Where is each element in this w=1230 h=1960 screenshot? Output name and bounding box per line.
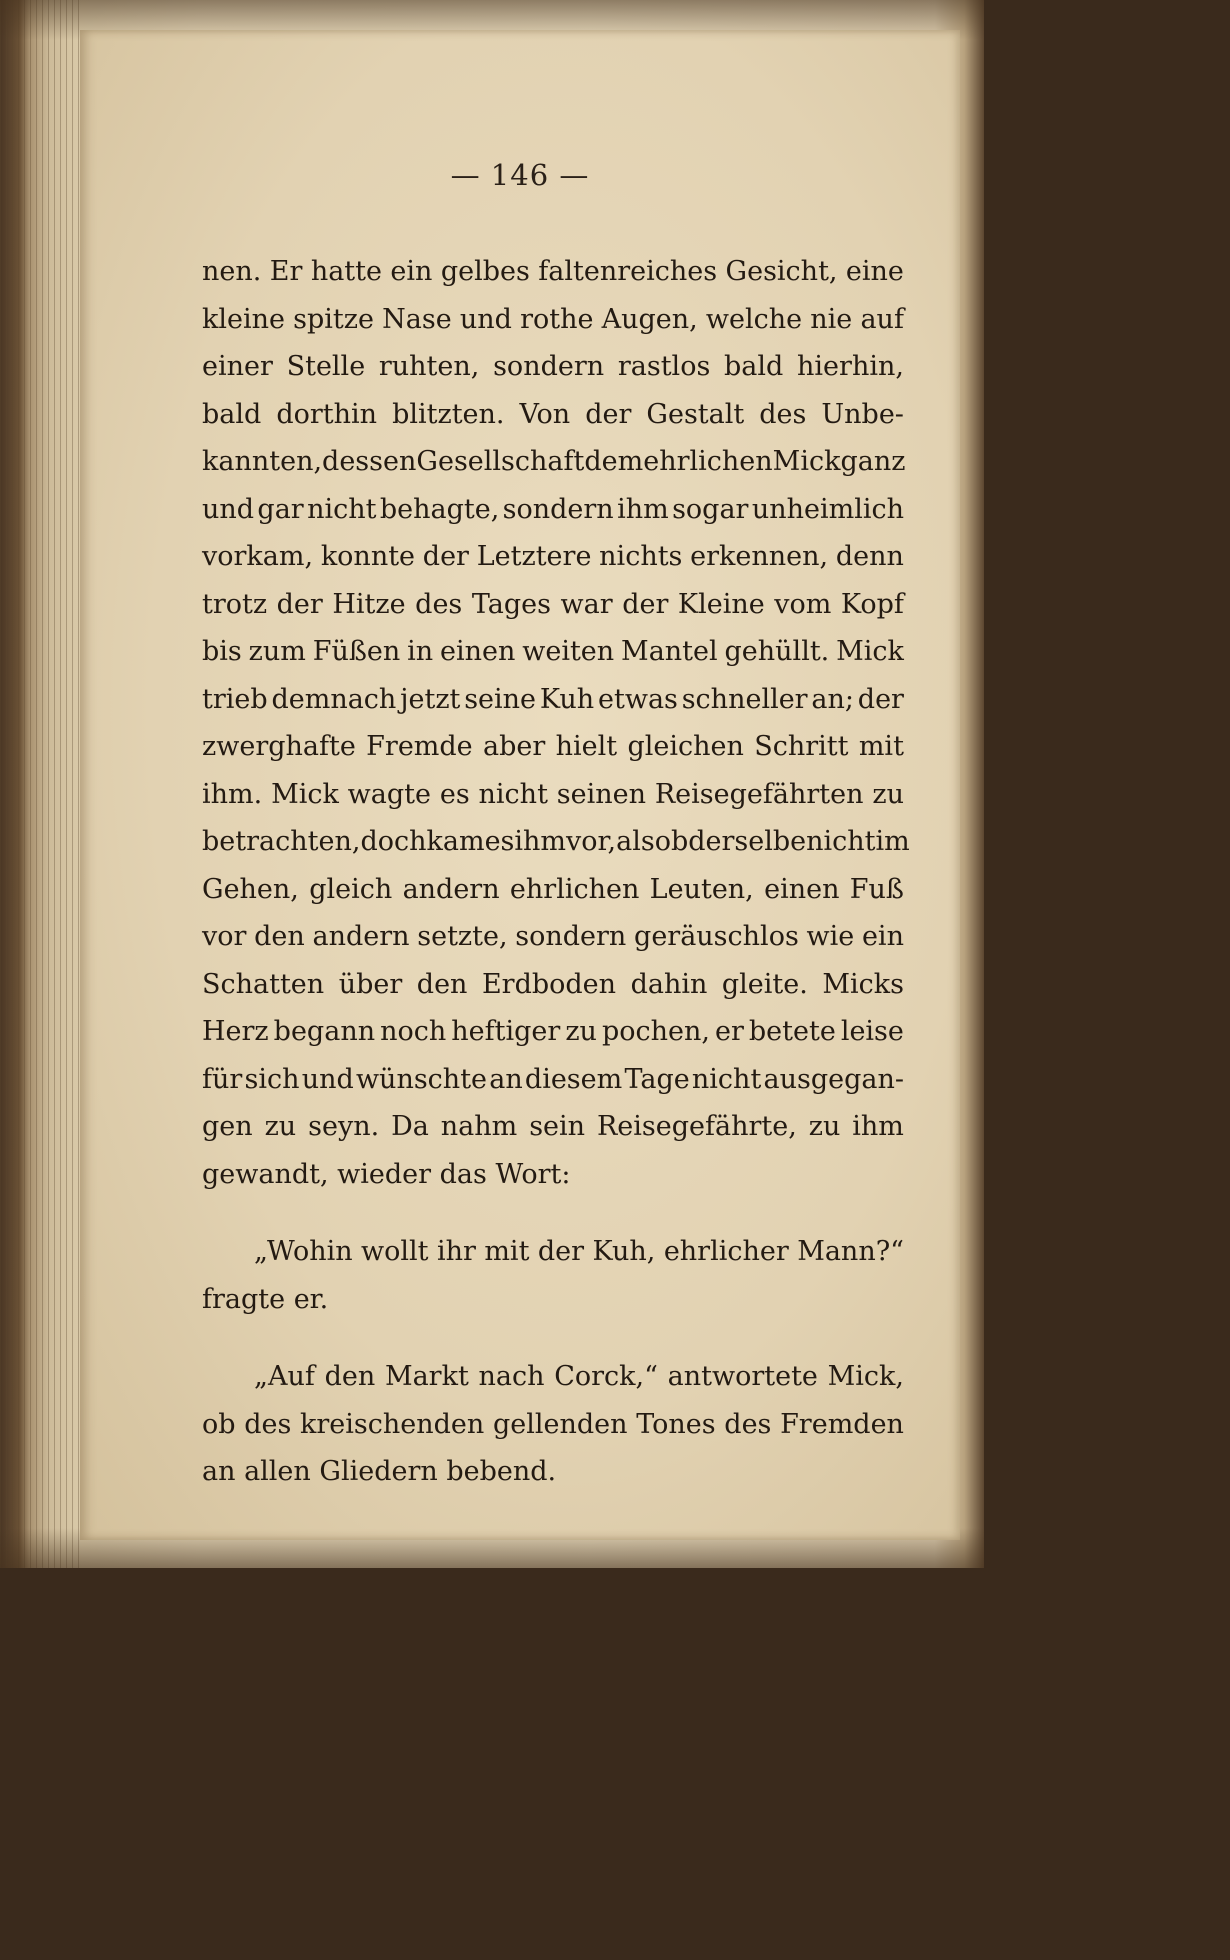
word: der: [537, 1236, 585, 1267]
word: ehrlichen: [643, 446, 773, 477]
word: Tones: [636, 1408, 716, 1440]
word: nen.: [202, 256, 262, 287]
word: dem: [584, 446, 644, 477]
word: Reisegefährte,: [596, 1111, 797, 1142]
word: Mantel: [621, 636, 718, 667]
word: ein: [390, 256, 433, 287]
word: seinen: [556, 778, 646, 810]
word: Mick,: [827, 1361, 904, 1392]
word: ganz: [840, 446, 906, 477]
word: einen: [764, 873, 840, 905]
word: pochen,: [601, 1016, 710, 1047]
word: sondern: [493, 351, 605, 382]
word: zwerghafte: [202, 731, 356, 762]
word: ob: [654, 826, 689, 857]
word: andern: [402, 873, 500, 905]
book-page: [80, 30, 960, 1540]
word: auf: [860, 303, 904, 335]
word: des: [724, 1408, 772, 1440]
word: Leuten,: [649, 873, 754, 905]
word: Kuh,: [592, 1236, 656, 1267]
word: vom: [774, 588, 832, 620]
word: ehrlichen: [509, 873, 640, 905]
word: spitze: [293, 303, 374, 335]
text-line: an allen Gliedern bebend.: [202, 1456, 557, 1487]
text-line: [202, 1103, 904, 1151]
word: nicht: [691, 1063, 762, 1095]
word: dorthin: [276, 398, 378, 430]
word: des: [415, 588, 463, 620]
word: Füßen: [312, 636, 401, 667]
word: Gehen,: [202, 873, 299, 905]
word: ein: [861, 921, 904, 952]
text-line: [202, 676, 904, 724]
word: Mick: [836, 636, 904, 667]
word: Stelle: [286, 351, 366, 382]
text-line: [202, 913, 904, 961]
word: dahin: [630, 968, 708, 1000]
word: kleine: [202, 303, 285, 335]
word: war: [560, 588, 613, 620]
text-line: [202, 771, 904, 819]
word: blitzten.: [392, 398, 505, 430]
word: betrachten,: [202, 826, 361, 857]
text-line: [202, 1228, 904, 1276]
word: seine: [464, 683, 537, 715]
word: bald: [724, 351, 784, 382]
word: „Auf: [254, 1361, 315, 1392]
word: den: [416, 968, 468, 1000]
word: betete: [748, 1016, 836, 1047]
word: trieb: [202, 683, 268, 715]
word: behagte,: [379, 493, 500, 525]
word: nicht: [307, 493, 377, 525]
word: hatte: [310, 256, 382, 287]
text-line: [202, 391, 904, 439]
text-line: [202, 296, 904, 344]
word: derselbe: [688, 826, 807, 857]
word: konnte: [320, 541, 416, 572]
word: Unbe-: [821, 398, 904, 430]
word: rastlos: [617, 351, 711, 382]
word: gleite.: [721, 968, 808, 1000]
word: in: [407, 636, 434, 667]
word: Reisegefährten: [654, 778, 864, 810]
word: Nase: [382, 303, 452, 335]
word: unheimlich: [751, 493, 904, 525]
word: zu: [264, 1111, 297, 1142]
word: als: [616, 826, 655, 857]
word: des: [244, 1408, 292, 1440]
word: kam: [426, 826, 485, 857]
text-line: [202, 866, 904, 914]
word: kreischenden: [300, 1408, 485, 1440]
text-line: [202, 1008, 904, 1056]
word: vorkam,: [202, 541, 314, 572]
word: weiten: [522, 636, 615, 667]
word: Hitze: [332, 588, 406, 620]
word: Kopf: [840, 588, 904, 620]
word: nach: [478, 1361, 545, 1392]
word: hierhin,: [797, 351, 904, 382]
word: Er: [269, 256, 303, 287]
word: und: [459, 303, 512, 335]
word: denn: [835, 541, 904, 572]
word: einen: [440, 636, 516, 667]
word: Kleine: [677, 588, 765, 620]
word: ihm.: [202, 778, 263, 810]
text-line: [202, 1353, 904, 1401]
word: noch: [380, 1016, 447, 1047]
word: wollt: [361, 1236, 429, 1267]
text-line: [202, 628, 904, 676]
word: setzte,: [417, 921, 508, 952]
paragraph: [202, 1228, 904, 1323]
text-line: [202, 248, 904, 296]
word: im: [875, 826, 910, 857]
word: Fremde: [366, 731, 473, 762]
word: der: [857, 683, 904, 715]
word: wagte: [347, 778, 431, 810]
word: Corck,“: [554, 1361, 658, 1392]
word: Markt: [384, 1361, 469, 1392]
word: ausgegan-: [763, 1063, 904, 1095]
word: sondern: [502, 493, 614, 525]
word: gen: [202, 1111, 253, 1142]
word: wie: [806, 921, 855, 952]
word: Von: [519, 398, 571, 430]
word: den: [324, 1361, 376, 1392]
word: sein: [529, 1111, 586, 1142]
text-line: [202, 818, 910, 866]
word: begann: [273, 1016, 376, 1047]
paragraph: [202, 248, 910, 1198]
word: ob: [202, 1408, 236, 1440]
word: Da: [391, 1111, 429, 1142]
text-line: fragte er.: [202, 1283, 329, 1315]
word: hielt: [555, 731, 618, 762]
word: zu: [872, 778, 904, 810]
word: den: [254, 921, 305, 952]
word: gehüllt.: [724, 636, 830, 667]
text-line: [202, 1401, 904, 1449]
word: diesem: [524, 1063, 623, 1095]
word: zu: [808, 1111, 841, 1142]
word: nichts: [599, 541, 683, 572]
word: seyn.: [308, 1111, 380, 1142]
word: ihr: [436, 1236, 476, 1267]
word: Fuß: [849, 873, 904, 905]
text-line: [202, 486, 904, 534]
word: einer: [202, 351, 273, 382]
word: gellenden: [492, 1408, 628, 1440]
word: faltenreiches: [538, 256, 718, 287]
word: sondern: [515, 921, 627, 952]
word: nahm: [440, 1111, 518, 1142]
text-line: gewandt, wieder das Wort:: [202, 1158, 571, 1190]
text-line: [202, 438, 904, 486]
word: er: [714, 1016, 744, 1047]
word: bald: [202, 398, 262, 430]
word: Gesellschaft: [416, 446, 585, 477]
word: bis: [202, 636, 242, 667]
word: nicht: [478, 778, 548, 810]
paragraph: [202, 1353, 904, 1496]
word: leise: [840, 1016, 904, 1047]
word: andern: [312, 921, 410, 952]
word: zu: [565, 1016, 597, 1047]
word: Micks: [822, 968, 904, 1000]
text-line: [202, 1056, 904, 1104]
word: Augen,: [601, 303, 698, 335]
text-line: [202, 723, 904, 771]
word: der: [276, 588, 323, 620]
text-line: [202, 533, 904, 581]
word: geräuschlos: [634, 921, 799, 952]
word: und: [301, 1063, 354, 1095]
page-number-header: — 146 —: [450, 158, 590, 192]
word: sogar: [672, 493, 749, 525]
word: nicht: [806, 826, 876, 857]
word: ruhten,: [378, 351, 480, 382]
word: Mann?“: [797, 1236, 904, 1267]
word: Kuh: [539, 683, 595, 715]
word: heftiger: [451, 1016, 561, 1047]
word: an;: [811, 683, 854, 715]
word: dessen: [322, 446, 417, 477]
word: Mick: [772, 446, 841, 477]
page-stack-edges: [0, 0, 80, 1568]
text-line: [202, 581, 904, 629]
word: doch: [360, 826, 427, 857]
word: es: [484, 826, 515, 857]
word: rothe: [520, 303, 594, 335]
word: demnach: [271, 683, 397, 715]
word: über: [338, 968, 403, 1000]
text-line: [202, 343, 904, 391]
word: nie: [810, 303, 853, 335]
word: gelbes: [440, 256, 530, 287]
word: Gestalt: [646, 398, 745, 430]
word: Mick: [271, 778, 339, 810]
word: und: [202, 493, 255, 525]
word: trotz: [202, 588, 268, 620]
word: Gesicht,: [725, 256, 838, 287]
word: ihm: [852, 1111, 904, 1142]
word: für: [202, 1063, 243, 1095]
word: jetzt: [400, 683, 461, 715]
word: welche: [705, 303, 803, 335]
word: schneller: [681, 683, 808, 715]
word: ehrlicher: [663, 1236, 789, 1267]
word: der: [585, 398, 632, 430]
word: Herz: [202, 1016, 269, 1047]
word: gar: [257, 493, 304, 525]
word: sich: [244, 1063, 300, 1095]
word: wünschte: [355, 1063, 488, 1095]
text-line: [202, 961, 904, 1009]
word: zum: [248, 636, 306, 667]
word: „Wohin: [254, 1236, 353, 1267]
word: es: [439, 778, 470, 810]
word: vor: [202, 921, 247, 952]
word: erkennen,: [690, 541, 829, 572]
word: Schatten: [202, 968, 325, 1000]
word: Letztere: [476, 541, 592, 572]
word: Fremden: [780, 1408, 904, 1440]
body-text: [202, 248, 910, 1496]
word: des: [759, 398, 807, 430]
word: an: [489, 1063, 523, 1095]
word: ihm: [514, 826, 567, 857]
word: Tages: [471, 588, 551, 620]
word: kannten,: [202, 446, 323, 477]
word: aber: [483, 731, 546, 762]
word: ihm: [617, 493, 669, 525]
word: gleichen: [627, 731, 744, 762]
word: etwas: [598, 683, 678, 715]
word: Tage: [624, 1063, 690, 1095]
word: eine: [845, 256, 904, 287]
word: mit: [858, 731, 904, 762]
word: mit: [484, 1236, 530, 1267]
word: der: [622, 588, 669, 620]
word: Schritt: [754, 731, 849, 762]
word: vor,: [566, 826, 617, 857]
word: gleich: [309, 873, 393, 905]
word: Erdboden: [481, 968, 617, 1000]
word: der: [422, 541, 469, 572]
word: antwortete: [667, 1361, 818, 1392]
